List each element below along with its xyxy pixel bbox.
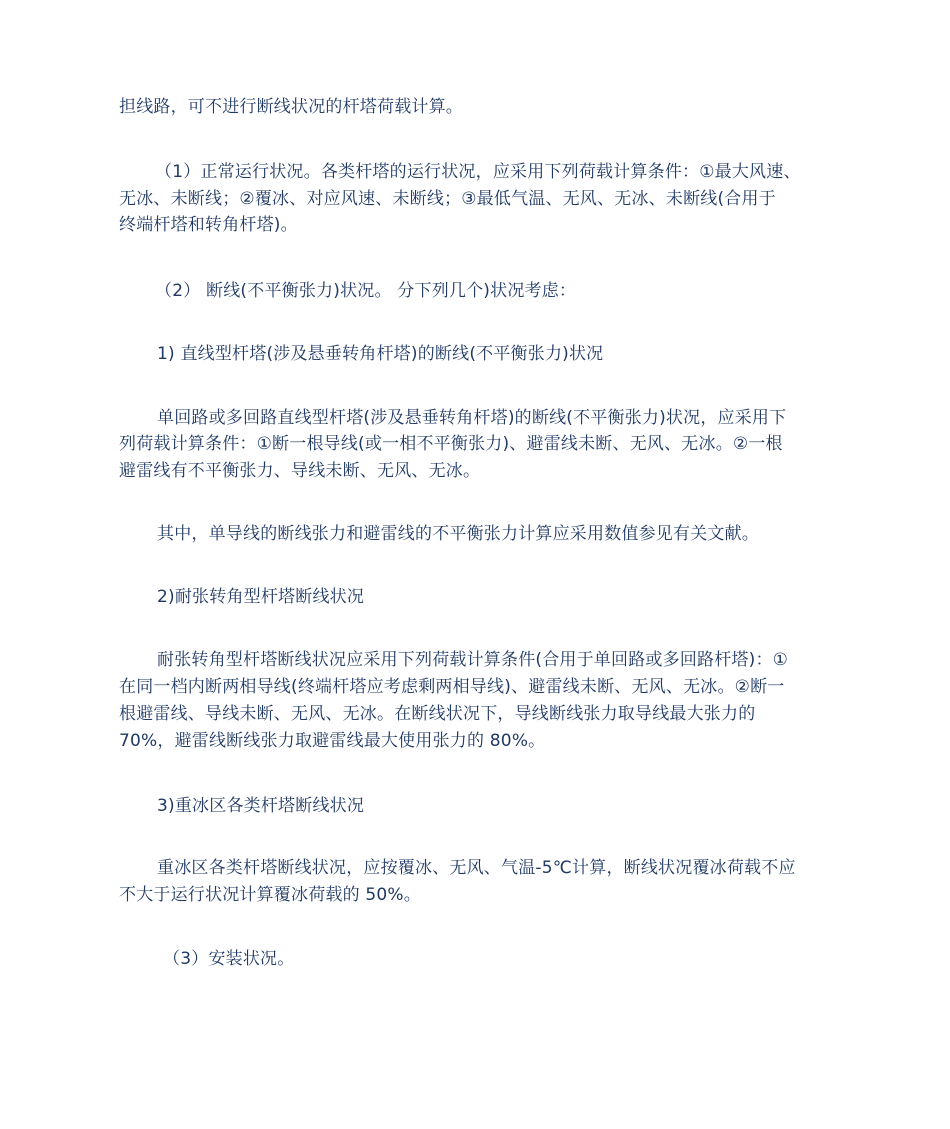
paragraph-line: 列荷载计算条件：①断一根导线(或一相不平衡张力)、避雷线未断、无风、无冰。②一根 xyxy=(119,434,783,454)
paragraph-line: 重冰区各类杆塔断线状况，应按覆冰、无风、气温-5℃计算，断线状况覆冰荷载不应 xyxy=(157,858,796,878)
section-1-heading-line: （1）正常运行状况。各类杆塔的运行状况，应采用下列荷载计算条件：①最大风速、 xyxy=(155,162,801,182)
paragraph-line: 不大于运行状况计算覆冰荷载的 50%。 xyxy=(119,885,421,905)
section-2-heading: （2） 断线(不平衡张力)状况。 分下列几个)状况考虑： xyxy=(155,281,577,301)
subsection-3-heading: 3)重冰区各类杆塔断线状况 xyxy=(157,796,365,816)
section-3-heading: （3）安装状况。 xyxy=(163,949,295,969)
paragraph-line: 在同一档内断两相导线(终端杆塔应考虑剩两相导线)、避雷线未断、无风、无冰。②断一 xyxy=(119,677,785,697)
paragraph-line: 担线路，可不进行断线状况的杆塔荷载计算。 xyxy=(119,97,463,117)
subsection-2-heading: 2)耐张转角型杆塔断线状况 xyxy=(157,587,365,607)
paragraph-line: 70%，避雷线断线张力取避雷线最大使用张力的 80%。 xyxy=(119,731,546,751)
paragraph-line: 终端杆塔和转角杆塔)。 xyxy=(119,215,298,235)
paragraph-line: 根避雷线、导线未断、无风、无冰。在断线状况下，导线断线张力取导线最大张力的 xyxy=(119,704,756,724)
paragraph-line: 单回路或多回路直线型杆塔(涉及悬垂转角杆塔)的断线(不平衡张力)状况，应采用下 xyxy=(157,408,787,428)
paragraph-line: 无冰、未断线；②覆冰、对应风速、未断线；③最低气温、无风、无冰、未断线(合用于 xyxy=(119,189,776,209)
subsection-1-heading: 1) 直线型杆塔(涉及悬垂转角杆塔)的断线(不平衡张力)状况 xyxy=(157,344,604,364)
paragraph-line: 避雷线有不平衡张力、导线未断、无风、无冰。 xyxy=(119,461,481,481)
paragraph-line: 耐张转角型杆塔断线状况应采用下列荷载计算条件(合用于单回路或多回路杆塔)：① xyxy=(157,650,789,670)
paragraph-line: 其中，单导线的断线张力和避雷线的不平衡张力计算应采用数值参见有关文献。 xyxy=(157,524,759,544)
